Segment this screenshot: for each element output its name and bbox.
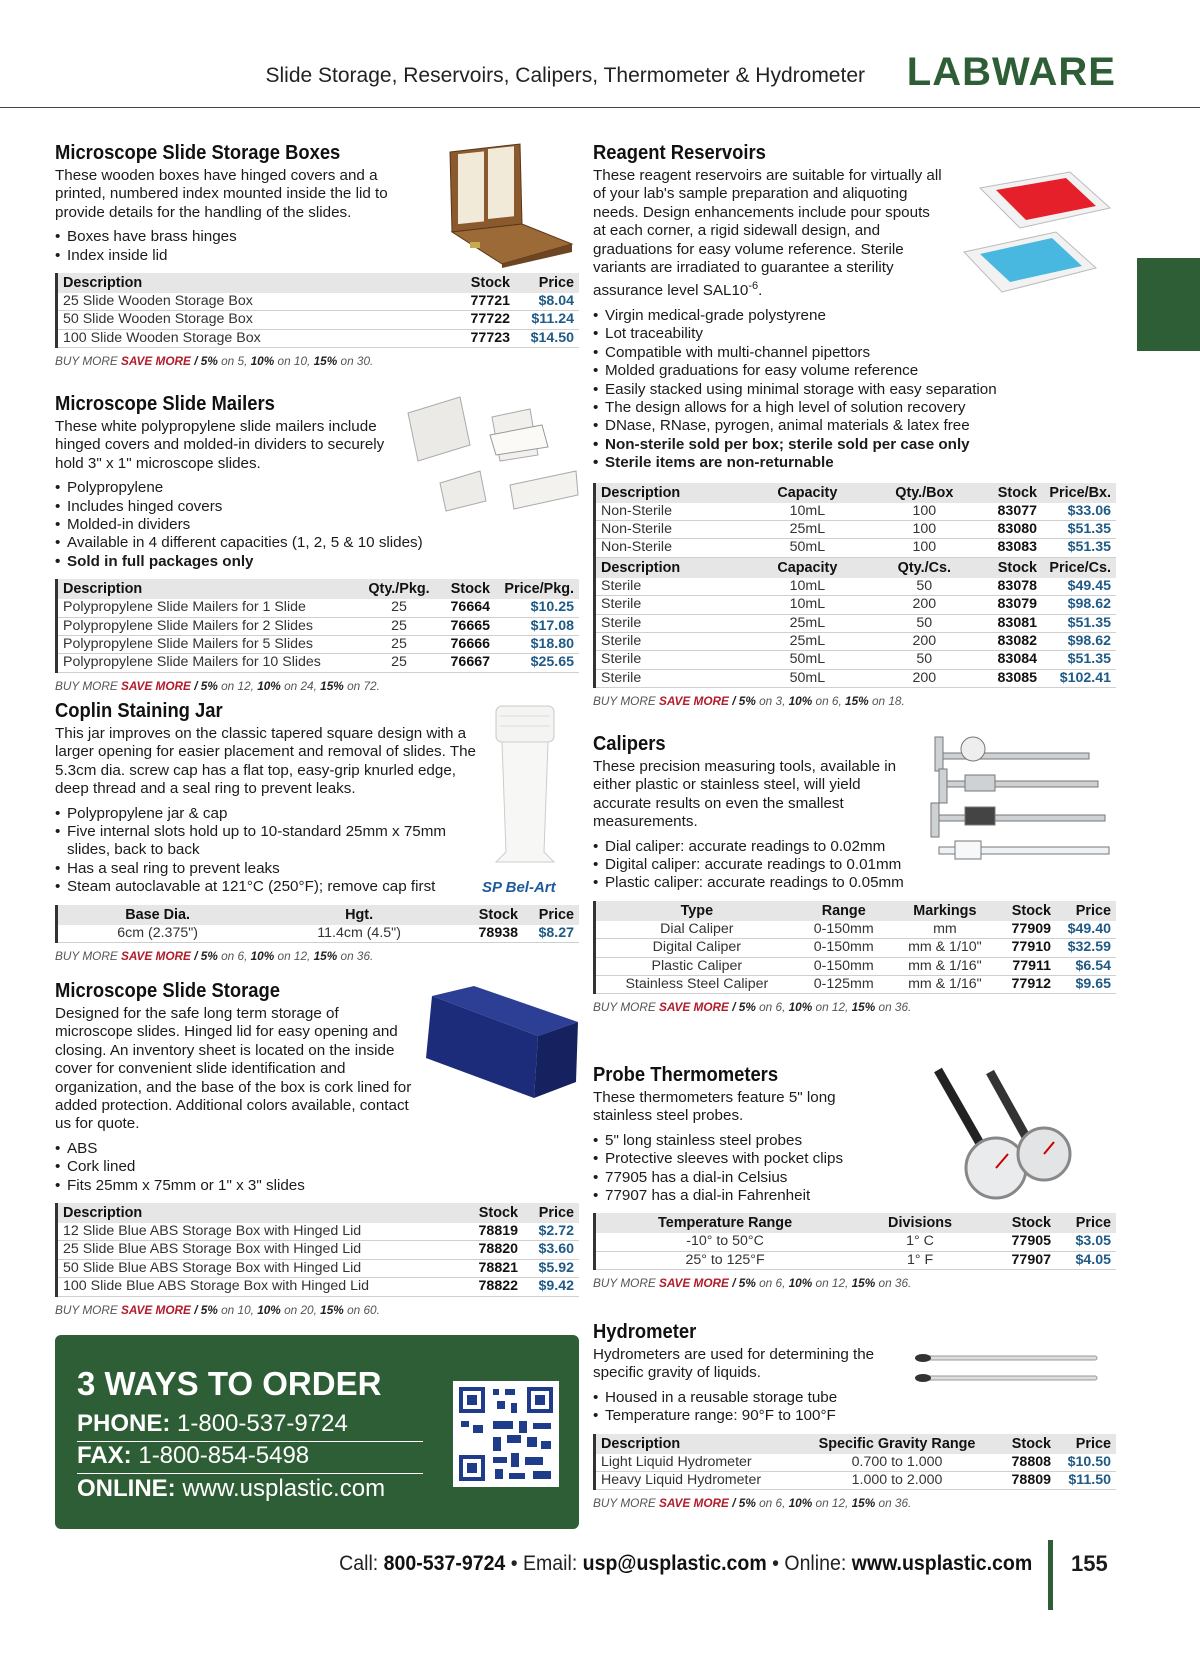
cell: 77907 [986, 1251, 1056, 1269]
cell: 0-150mm [798, 921, 890, 939]
section-desc: Designed for the safe long term storage of microscope slides. Hinged lid for easy opening and closing. An inventory sheet is located on the inside cover for convenient slide identification and organization, and the base of the box is cork lined for added protection. Additional colors available, contact us for quote. [55, 1005, 412, 1133]
section-desc: This jar improves on the classic tapered square design with a larger opening for easier placement and removal of slides. The 5.3cm dia. screw cap has a flat top, easy-grip knurled edge, deep thread and a seal ring to prevent leaks. [55, 725, 476, 798]
cell: Polypropylene Slide Mailers for 1 Slide [57, 599, 364, 617]
table-row[interactable] [595, 503, 1117, 521]
cell: 1° C [854, 1233, 986, 1251]
bullet: • Digital caliper: accurate readings to 0.01mm [593, 856, 933, 874]
cell: $98.62 [1042, 633, 1116, 651]
table-row[interactable] [595, 651, 1117, 669]
table-row[interactable] [57, 925, 580, 943]
cell: 200 [867, 669, 982, 687]
cell: 10mL [748, 596, 867, 614]
bullet: • 77907 has a dial-in Fahrenheit [593, 1187, 1116, 1205]
col-header: Description [595, 1434, 799, 1454]
cell: $102.41 [1042, 669, 1116, 687]
cell: 77723 [455, 329, 515, 347]
bullet: • Sterile items are non-returnable [593, 454, 1116, 472]
bullet: • Dial caliper: accurate readings to 0.02mm [593, 838, 933, 856]
col-header: Stock [996, 1434, 1056, 1454]
col-header: Stock [986, 1213, 1056, 1233]
table-row[interactable] [595, 1233, 1117, 1251]
col-header: Markings [890, 901, 1000, 921]
bullet: • Available in 4 different capacities (1, 2, 5 & 10 slides) [55, 534, 579, 552]
col-header: Specific Gravity Range [798, 1434, 996, 1454]
bullet: • Easily stacked using minimal storage with easy separation [593, 381, 1116, 399]
col-header: Description [57, 1203, 464, 1223]
cell: $51.35 [1042, 539, 1116, 557]
section-title: Microscope Slide Mailers [55, 393, 275, 415]
cell: $9.42 [523, 1278, 579, 1296]
section-desc: These thermometers feature 5" long stainless steel probes. [593, 1089, 836, 1125]
bullet: • Includes hinged covers [55, 498, 579, 516]
table-row[interactable] [57, 636, 580, 654]
cell: 25mL [748, 520, 867, 538]
bullet: • Lot traceability [593, 325, 1116, 343]
cell: $14.50 [515, 329, 579, 347]
feature-list [593, 1389, 1116, 1426]
bullet: • Fits 25mm x 75mm or 1" x 3" slides [55, 1177, 579, 1195]
cell: Heavy Liquid Hydrometer [595, 1472, 799, 1490]
cell: $18.80 [495, 636, 579, 654]
cell: 83080 [982, 520, 1042, 538]
cell: 77910 [1000, 939, 1056, 957]
bullet: • Has a seal ring to prevent leaks [55, 860, 480, 878]
cell: Stainless Steel Caliper [595, 976, 798, 994]
cell: $10.25 [495, 599, 579, 617]
cell: Sterile [595, 651, 749, 669]
bullet: • ABS [55, 1140, 579, 1158]
cell: 50 Slide Wooden Storage Box [57, 311, 456, 329]
cell: Sterile [595, 578, 749, 596]
hydrometer-image [905, 1348, 1105, 1388]
cell: 100 [867, 520, 982, 538]
section-title: Reagent Reservoirs [593, 142, 766, 164]
page-footer [0, 1540, 1200, 1588]
cell: 1° F [854, 1251, 986, 1269]
phone-line[interactable]: PHONE: 1-800-537-9724 [77, 1410, 423, 1442]
cell: 50 [867, 651, 982, 669]
table-row[interactable] [595, 596, 1117, 614]
table-row[interactable] [595, 614, 1117, 632]
wooden-box-image [440, 140, 575, 268]
bullet: • Protective sleeves with pocket clips [593, 1150, 1116, 1168]
col-header: Qty./Box [867, 483, 982, 503]
cell: Plastic Caliper [595, 957, 798, 975]
table-row[interactable] [595, 939, 1117, 957]
cell: 78819 [463, 1223, 523, 1241]
page-number: 155 [1071, 1551, 1108, 1576]
header-subtitle: Slide Storage, Reservoirs, Calipers, Thermometer & Hydrometer [265, 64, 865, 87]
bullet: • The design allows for a high level of solution recovery [593, 399, 1116, 417]
table-row[interactable] [595, 578, 1117, 596]
cell: 6cm (2.375") [57, 925, 258, 943]
cell: Dial Caliper [595, 921, 798, 939]
cell: 0.700 to 1.000 [798, 1454, 996, 1472]
col-header: Price [1056, 901, 1116, 921]
table-row[interactable] [595, 520, 1117, 538]
col-header: Stock [982, 483, 1042, 503]
feature-list [55, 1140, 579, 1195]
cell: $11.50 [1056, 1472, 1116, 1490]
volume-discount: BUY MORE SAVE MORE / 5% on 6, 10% on 12, 15% on 36. [593, 1496, 912, 1511]
col-header: Qty./Pkg. [363, 579, 435, 599]
bullet: • Molded-in dividers [55, 516, 579, 534]
cell: $25.65 [495, 654, 579, 672]
col-header: Description [57, 273, 456, 293]
cell: 25mL [748, 614, 867, 632]
bullet: • Compatible with multi-channel pipettors [593, 344, 1116, 362]
cell: 0-125mm [798, 976, 890, 994]
feature-list [593, 838, 933, 893]
bullet: • Plastic caliper: accurate readings to 0.05mm [593, 874, 933, 892]
probe-thermometers-image [930, 1064, 1080, 1200]
cell: 83083 [982, 539, 1042, 557]
cell: $8.04 [515, 293, 579, 311]
cell: Polypropylene Slide Mailers for 2 Slides [57, 617, 364, 635]
volume-discount: BUY MORE SAVE MORE / 5% on 6, 10% on 12, 15% on 36. [55, 949, 374, 964]
cell: 83084 [982, 651, 1042, 669]
col-header: Price [523, 1203, 579, 1223]
feature-list [55, 805, 480, 897]
cell: $32.59 [1056, 939, 1116, 957]
col-header: Price [523, 905, 579, 925]
volume-discount: BUY MORE SAVE MORE / 5% on 6, 10% on 12, 15% on 36. [593, 1000, 912, 1015]
cell: $98.62 [1042, 596, 1116, 614]
cell: 83085 [982, 669, 1042, 687]
bel-art-logo: SP Bel-Art [482, 879, 556, 896]
cell: 78809 [996, 1472, 1056, 1490]
cell: 50mL [748, 539, 867, 557]
volume-discount: BUY MORE SAVE MORE / 5% on 5, 10% on 10, 15% on 30. [55, 354, 374, 369]
coplin-jar-image [490, 702, 570, 874]
col-header: Qty./Cs. [867, 557, 982, 578]
feature-list [593, 307, 1116, 473]
col-header: Price [515, 273, 579, 293]
cell: 100 Slide Blue ABS Storage Box with Hinged Lid [57, 1278, 464, 1296]
page-header [0, 0, 1200, 108]
cell: 50 [867, 614, 982, 632]
cell: $9.65 [1056, 976, 1116, 994]
col-header: Price/Bx. [1042, 483, 1116, 503]
col-header: Stock [461, 905, 523, 925]
cell: Sterile [595, 596, 749, 614]
footer-contact: Call: 800-537-9724 • Email: usp@usplastic.com • Online: www.usplastic.com [338, 1552, 1032, 1575]
cell: mm & 1/16" [890, 976, 1000, 994]
bullet: • Cork lined [55, 1158, 579, 1176]
cell: 76667 [435, 654, 495, 672]
table-row[interactable] [57, 599, 580, 617]
cell: 77721 [455, 293, 515, 311]
cell: $51.35 [1042, 614, 1116, 632]
cell: $49.40 [1056, 921, 1116, 939]
col-header: Description [595, 557, 749, 578]
cell: $6.54 [1056, 957, 1116, 975]
col-header: Description [595, 483, 749, 503]
cell: $5.92 [523, 1259, 579, 1277]
bullet: • Polypropylene jar & cap [55, 805, 480, 823]
col-header: Stock [1000, 901, 1056, 921]
cell: 25 [363, 654, 435, 672]
bullet: • Index inside lid [55, 247, 579, 265]
section-title: Microscope Slide Storage Boxes [55, 142, 341, 164]
product-table [55, 579, 579, 673]
col-header: Stock [982, 557, 1042, 578]
section-desc: Hydrometers are used for determining the specific gravity of liquids. [593, 1346, 875, 1382]
cell: 78808 [996, 1454, 1056, 1472]
table-row[interactable] [595, 539, 1117, 557]
cell: Polypropylene Slide Mailers for 5 Slides [57, 636, 364, 654]
cell: 200 [867, 596, 982, 614]
cell: $4.05 [1056, 1251, 1116, 1269]
bullet: • Boxes have brass hinges [55, 228, 579, 246]
cell: 77722 [455, 311, 515, 329]
col-header: Description [57, 579, 364, 599]
section-desc: These wooden boxes have hinged covers and a printed, numbered index mounted inside the lid to provide details for the handling of the slides. [55, 167, 388, 221]
section-title: Calipers [593, 733, 666, 755]
cell: 78821 [463, 1259, 523, 1277]
cell: 10mL [748, 503, 867, 521]
product-table [55, 905, 579, 943]
table-row[interactable] [57, 1223, 580, 1241]
table-row[interactable] [57, 1259, 580, 1277]
cell: 78938 [461, 925, 523, 943]
cell: $33.06 [1042, 503, 1116, 521]
section-title: Hydrometer [593, 1321, 697, 1343]
product-table [55, 273, 579, 348]
cell: 50mL [748, 651, 867, 669]
online-line[interactable]: ONLINE: www.usplastic.com [77, 1475, 386, 1502]
section-desc: These white polypropylene slide mailers include hinged covers and molded-in dividers to securely hold 3" x 1" microscope slides. [55, 418, 385, 472]
bullet: • Virgin medical-grade polystyrene [593, 307, 1116, 325]
volume-discount: BUY MORE SAVE MORE / 5% on 12, 10% on 24, 15% on 72. [55, 678, 380, 693]
table-row[interactable] [595, 669, 1117, 687]
bullet: • Housed in a reusable storage tube [593, 1389, 1116, 1407]
cell: mm & 1/16" [890, 957, 1000, 975]
cell: Non-Sterile [595, 520, 749, 538]
col-header: Range [798, 901, 890, 921]
cell: 0-150mm [798, 939, 890, 957]
cell: 50 Slide Blue ABS Storage Box with Hinged Lid [57, 1259, 464, 1277]
table-row[interactable] [57, 1278, 580, 1296]
blue-storage-box-image [420, 982, 580, 1100]
bullet: • Non-sterile sold per box; sterile sold per case only [593, 436, 1116, 454]
section-title: Microscope Slide Storage [55, 980, 280, 1002]
section-tab [1137, 258, 1200, 351]
cell: Sterile [595, 669, 749, 687]
col-header: Temperature Range [595, 1213, 855, 1233]
cell: 83078 [982, 578, 1042, 596]
bullet: • DNase, RNase, pyrogen, animal materials & latex free [593, 417, 1116, 435]
cell: Non-Sterile [595, 539, 749, 557]
cell: Polypropylene Slide Mailers for 10 Slides [57, 654, 364, 672]
cell: $51.35 [1042, 520, 1116, 538]
cell: 76666 [435, 636, 495, 654]
volume-discount: BUY MORE SAVE MORE / 5% on 10, 10% on 20, 15% on 60. [55, 1302, 380, 1317]
cell: 100 [867, 503, 982, 521]
cell: 10mL [748, 578, 867, 596]
cell: 50mL [748, 669, 867, 687]
col-header: Divisions [854, 1213, 986, 1233]
product-table [593, 901, 1116, 995]
section-title: Coplin Staining Jar [55, 700, 223, 722]
product-table [593, 1213, 1116, 1270]
col-header: Capacity [748, 483, 867, 503]
table-row[interactable] [57, 654, 580, 672]
table-row[interactable] [57, 293, 580, 311]
cell: 25mL [748, 633, 867, 651]
cell: 77912 [1000, 976, 1056, 994]
bullet: • 77905 has a dial-in Celsius [593, 1169, 1116, 1187]
cell: $51.35 [1042, 651, 1116, 669]
bullet: • Steam autoclavable at 121°C (250°F); remove cap first [55, 878, 480, 896]
table-row[interactable] [57, 311, 580, 329]
cell: $3.05 [1056, 1233, 1116, 1251]
order-box [55, 1335, 579, 1529]
cell: $2.72 [523, 1223, 579, 1241]
bullet: • Molded graduations for easy volume reference [593, 362, 1116, 380]
bullet: • Polypropylene [55, 479, 579, 497]
cell: $3.60 [523, 1241, 579, 1259]
table-row[interactable] [57, 329, 580, 347]
bullet: • Sold in full packages only [55, 553, 579, 571]
fax-line[interactable]: FAX: 1-800-854-5498 [77, 1442, 423, 1474]
cell: 11.4cm (4.5") [257, 925, 461, 943]
cell: 25 [363, 617, 435, 635]
cell: 25 [363, 636, 435, 654]
col-header: Stock [435, 579, 495, 599]
qr-code-icon[interactable] [453, 1381, 559, 1487]
cell: 77911 [1000, 957, 1056, 975]
cell: 83081 [982, 614, 1042, 632]
col-header: Price [1056, 1213, 1116, 1233]
cell: 83082 [982, 633, 1042, 651]
cell: 12 Slide Blue ABS Storage Box with Hinged Lid [57, 1223, 464, 1241]
table-row[interactable] [57, 617, 580, 635]
section-title: Probe Thermometers [593, 1064, 779, 1086]
footer-divider [1048, 1540, 1053, 1610]
cell: 77909 [1000, 921, 1056, 939]
cell: 25 [363, 599, 435, 617]
cell: 25 Slide Blue ABS Storage Box with Hinged Lid [57, 1241, 464, 1259]
bullet: • Five internal slots hold up to 10-standard 25mm x 75mm slides, back to back [55, 823, 480, 860]
slide-mailers-image [400, 395, 580, 530]
cell: 1.000 to 2.000 [798, 1472, 996, 1490]
cell: 83077 [982, 503, 1042, 521]
table-row[interactable] [595, 1251, 1117, 1269]
table-row[interactable] [595, 921, 1117, 939]
cell: Light Liquid Hydrometer [595, 1454, 799, 1472]
cell: 78820 [463, 1241, 523, 1259]
cell: 100 [867, 539, 982, 557]
cell: 78822 [463, 1278, 523, 1296]
cell: 0-150mm [798, 957, 890, 975]
product-table [593, 1434, 1116, 1491]
col-header: Type [595, 901, 798, 921]
cell: 76665 [435, 617, 495, 635]
section-desc: These reagent reservoirs are suitable for virtually all of your lab's sample preparation and aliquoting needs. Design enhancements include pour spouts at each corner, a rigid sidewall design, and graduations for easy volume reference. Sterile variants are irradiated to guarantee a sterility assurance level $SAL10^{-6}$. [593, 167, 942, 300]
table-row[interactable] [595, 633, 1117, 651]
col-header: Hgt. [257, 905, 461, 925]
table-row[interactable] [595, 1454, 1117, 1472]
cell: 25° to 125°F [595, 1251, 855, 1269]
cell: mm [890, 921, 1000, 939]
col-header: Price/Pkg. [495, 579, 579, 599]
cell: Non-Sterile [595, 503, 749, 521]
cell: 77905 [986, 1233, 1056, 1251]
bullet: • Temperature range: 90°F to 100°F [593, 1407, 1116, 1425]
cell: Sterile [595, 614, 749, 632]
col-header: Base Dia. [57, 905, 258, 925]
col-header: Capacity [748, 557, 867, 578]
volume-discount: BUY MORE SAVE MORE / 5% on 6, 10% on 12, 15% on 36. [593, 1276, 912, 1291]
table-row[interactable] [57, 1241, 580, 1259]
order-title: 3 WAYS TO ORDER [77, 1365, 382, 1402]
product-table [55, 1203, 579, 1297]
col-header: Stock [455, 273, 515, 293]
cell: 200 [867, 633, 982, 651]
category-title: LABWARE [906, 50, 1116, 94]
col-header: Price/Cs. [1042, 557, 1116, 578]
table-row[interactable] [595, 1472, 1117, 1490]
cell: Sterile [595, 633, 749, 651]
cell: 76664 [435, 599, 495, 617]
cell: $17.08 [495, 617, 579, 635]
cell: -10° to 50°C [595, 1233, 855, 1251]
table-row[interactable] [595, 957, 1117, 975]
cell: $8.27 [523, 925, 579, 943]
cell: $49.45 [1042, 578, 1116, 596]
col-header: Price [1056, 1434, 1116, 1454]
non-sterile-table [593, 483, 1116, 689]
cell: 50 [867, 578, 982, 596]
col-header: Stock [463, 1203, 523, 1223]
cell: $10.50 [1056, 1454, 1116, 1472]
cell: 83079 [982, 596, 1042, 614]
bullet: • 5" long stainless steel probes [593, 1132, 1116, 1150]
cell: Digital Caliper [595, 939, 798, 957]
table-row[interactable] [595, 976, 1117, 994]
section-desc: These precision measuring tools, available in either plastic or stainless steel, will yield accurate results on even the smallest measurements. [593, 758, 897, 831]
cell: mm & 1/10" [890, 939, 1000, 957]
cell: $11.24 [515, 311, 579, 329]
cell: 25 Slide Wooden Storage Box [57, 293, 456, 311]
cell: 100 Slide Wooden Storage Box [57, 329, 456, 347]
reagent-reservoir-image [960, 168, 1116, 296]
volume-discount: BUY MORE SAVE MORE / 5% on 3, 10% on 6, 15% on 18. [593, 694, 905, 709]
calipers-image [925, 733, 1115, 873]
